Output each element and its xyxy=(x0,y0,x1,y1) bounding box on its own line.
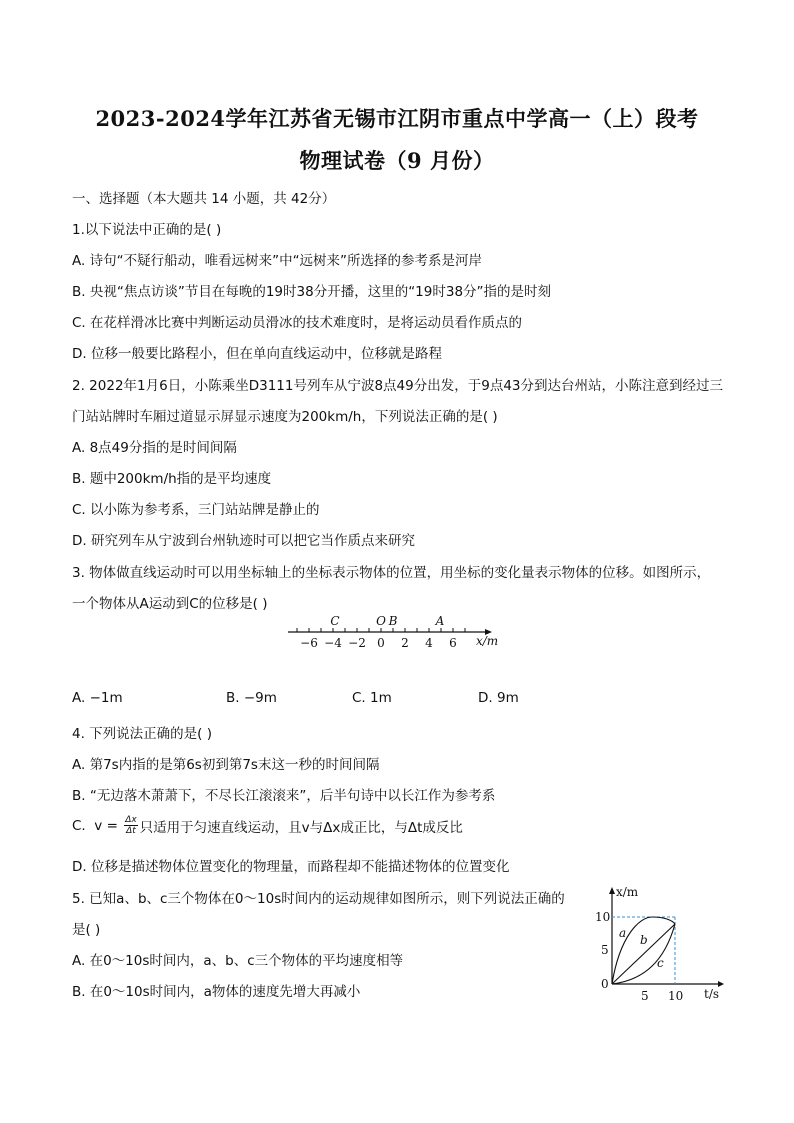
q1-stem: 1.以下说法中正确的是( ) xyxy=(72,222,222,238)
q2-stem-line-1: 2. 2022年1月6日，小陈乘坐D3111号列车从宁波8点49分出发，于9点43分到达台州站，小陈注意到经过三 xyxy=(72,378,723,394)
q2-option-c: C. 以小陈为参考系，三门站站牌是静止的 xyxy=(72,502,320,518)
section-heading: 一、选择题（本大题共 14 小题，共 42分） xyxy=(72,191,336,207)
q4-option-b: B. “无边落木萧萧下，不尽长江滚滚来”，后半句诗中以长江作为参考系 xyxy=(72,788,496,804)
tick-neg2: −2 xyxy=(348,636,366,650)
q2-option-b: B. 题中200km/h指的是平均速度 xyxy=(72,471,272,487)
tick-neg6: −6 xyxy=(300,636,318,650)
x-axis-label: t/s xyxy=(704,987,720,1001)
q2-stem-line-2: 门站站牌时车厢过道显示屏显示速度为200km/h，下列说法正确的是( ) xyxy=(72,409,498,425)
q3-stem-line-2: 一个物体从A运动到C的位移是( ) xyxy=(72,596,268,612)
xtick-10: 10 xyxy=(668,989,684,1003)
q4-option-c xyxy=(72,815,463,836)
curve-a-label: a xyxy=(619,926,627,940)
q1-option-a: A. 诗句“不疑行船动，唯看远树来”中“远树来”所选择的参考系是河岸 xyxy=(72,253,483,269)
q2-option-a: A. 8点49分指的是时间间隔 xyxy=(72,440,237,456)
q4-option-d: D. 位移是描述物体位置变化的物理量，而路程却不能描述物体的位置变化 xyxy=(72,859,510,875)
axis-unit-label: x/m xyxy=(476,634,499,648)
q1-option-c: C. 在花样滑冰比赛中判断运动员滑冰的技术难度时，是将运动员看作质点的 xyxy=(72,315,523,331)
q5-stem-line-1: 5. 已知a、b、c三个物体在0～10s时间内的运动规律如图所示，则下列说法正确的 xyxy=(72,891,565,907)
q3-option-c: C. 1m xyxy=(352,690,392,706)
fraction xyxy=(124,815,137,836)
ytick-5: 5 xyxy=(601,943,609,957)
q1-option-d: D. 位移一般要比路程小，但在单向直线运动中，位移就是路程 xyxy=(72,346,442,362)
q4-option-c-text: 只适用于匀速直线运动，且v与Δx成正比，与Δt成反比 xyxy=(139,819,463,836)
q5-stem-line-2: 是( ) xyxy=(72,922,101,938)
point-c-label: C xyxy=(330,614,340,628)
tick-6: 6 xyxy=(449,636,457,650)
q4-option-a: A. 第7s内指的是第6s初到第7s末这一秒的时间间隔 xyxy=(72,757,380,773)
q3-stem-line-1: 3. 物体做直线运动时可以用坐标轴上的坐标表示物体的位置，用坐标的变化量表示物体的位移。如图所示， xyxy=(72,565,711,581)
title-line-1: 2023-2024学年江苏省无锡市江阴市重点中学高一（上）段考 xyxy=(95,106,699,131)
curve-b-label: b xyxy=(640,933,648,947)
q3-option-b: B. −9m xyxy=(226,690,277,706)
point-o-label: O xyxy=(376,614,386,628)
ytick-0: 0 xyxy=(601,977,609,991)
q3-option-d: D. 9m xyxy=(478,690,519,706)
fraction-numerator: Δx xyxy=(125,815,137,825)
tick-0: 0 xyxy=(377,636,385,650)
fraction-denominator: Δt xyxy=(126,826,136,836)
xtick-5: 5 xyxy=(641,989,649,1003)
q5-option-b: B. 在0～10s时间内，a物体的速度先增大再减小 xyxy=(72,984,361,1000)
q4-stem: 4. 下列说法正确的是( ) xyxy=(72,726,212,742)
q3-option-a: A. −1m xyxy=(72,690,123,706)
y-axis-arrow xyxy=(609,887,615,894)
y-axis-label: x/m xyxy=(616,885,639,899)
q1-option-b: B. 央视“焦点访谈”节目在每晚的19时38分开播，这里的“19时38分”指的是时刻 xyxy=(72,284,552,300)
point-a-label: A xyxy=(435,614,445,628)
ytick-10: 10 xyxy=(595,910,611,924)
tick-2: 2 xyxy=(401,636,409,650)
tick-neg4: −4 xyxy=(324,636,342,650)
xt-graph xyxy=(590,880,730,1005)
tick-4: 4 xyxy=(425,636,433,650)
title-line-2: 物理试卷（9 月份） xyxy=(299,148,495,173)
point-b-label: B xyxy=(388,614,398,628)
curve-c-label: c xyxy=(657,956,664,970)
number-line-figure xyxy=(280,610,510,654)
q5-option-a: A. 在0～10s时间内，a、b、c三个物体的平均速度相等 xyxy=(72,953,404,969)
q4-option-c-prefix: C. v = xyxy=(72,817,123,834)
q2-option-d: D. 研究列车从宁波到台州轨迹时可以把它当作质点来研究 xyxy=(72,533,415,549)
